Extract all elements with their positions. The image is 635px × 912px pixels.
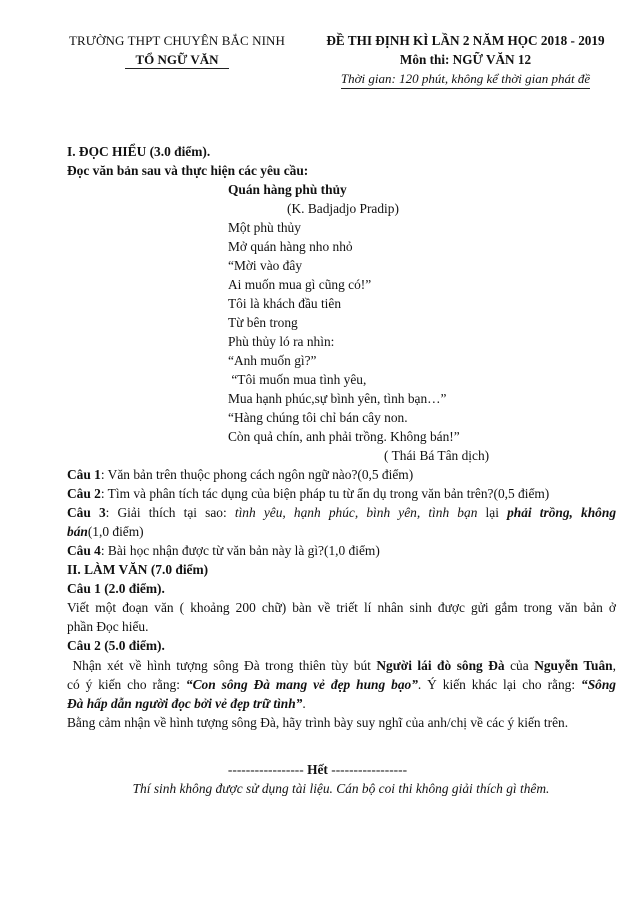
question-text: : Bài học nhận được từ văn bản này là gì?(1,0 điểm) (100, 543, 380, 558)
end-dashes: ----------------- (327, 762, 408, 777)
section1-instruction: Đọc văn bản sau và thực hiện các yêu cầu: (67, 163, 309, 178)
section2-c1-text: Viết một đoạn văn ( khoảng 200 chữ) bàn về triết lí nhân sinh được gửi gắm trong văn bản ở (67, 600, 616, 615)
exam-subject: Môn thi: NGỮ VĂN 12 (399, 52, 532, 67)
question-text: : Giải thích tại sao: (105, 505, 235, 520)
question-3-line2 (67, 522, 144, 541)
question-text: : Tìm và phân tích tác dụng của biện pháp tu từ ẩn dụ trong văn bản trên?(0,5 điểm) (100, 486, 550, 501)
poem-line: Ai muốn mua gì cũng có!” (228, 277, 372, 292)
poem-translator: ( Thái Bá Tân dịch) (384, 448, 490, 463)
quote-opinion-1: “Con sông Đà mang vẻ đẹp hung bạo” (185, 677, 418, 692)
question-3-line1 (67, 503, 616, 522)
work-title: Người lái đò sông Đà (376, 658, 505, 673)
school-name: TRƯỜNG THPT CHUYÊN BẮC NINH (69, 33, 285, 48)
section1-title: I. ĐỌC HIỂU (3.0 điểm). (67, 144, 211, 159)
section2-c2-line4: Bằng cảm nhận về hình tượng sông Đà, hãy trình bày suy nghĩ của anh/chị về các ý kiến trên. (67, 715, 569, 730)
poem-line: “Mời vào đây (228, 258, 303, 273)
quote-opinion-2: Đà hấp dẫn người đọc bởi vẻ đẹp trữ tình” (67, 696, 303, 711)
section2-c2-title: Câu 2 (5.0 điểm). (67, 638, 165, 653)
poem-line: Mở quán hàng nho nhỏ (228, 239, 353, 254)
poem-line: Còn quả chín, anh phải trồng. Không bán!” (228, 429, 460, 444)
paragraph-text: Nhận xét về hình tượng sông Đà trong thiên tùy bút (67, 658, 377, 673)
question-italic-text: tình yêu, hạnh phúc, bình yên, tình bạn (234, 505, 478, 520)
footer-note: Thí sinh không được sử dụng tài liệu. Cán bộ coi thi không giải thích gì thêm. (132, 781, 550, 796)
author-name: Nguyễn Tuân (534, 658, 613, 673)
question-label: Câu 3 (67, 505, 106, 520)
exam-time: Thời gian: 120 phút, không kể thời gian phát đề (341, 70, 590, 89)
poem-line: Phù thủy ló ra nhìn: (228, 334, 335, 349)
paragraph-text: . Ý kiến khác lại cho rằng: (417, 677, 582, 692)
section2-title: II. LÀM VĂN (7.0 điểm) (67, 562, 209, 577)
question-emphasis: phải trồng, không (507, 505, 617, 520)
department-name: TỔ NGỮ VĂN (125, 51, 228, 69)
poem-line: Mua hạnh phúc,sự bình yên, tình bạn…” (228, 391, 447, 406)
paragraph-text: của (504, 658, 535, 673)
poem-line: Một phù thủy (228, 220, 301, 235)
question-label: Câu 4 (67, 543, 101, 558)
end-word: Hết (307, 762, 328, 777)
poem-line: Tôi là khách đầu tiên (228, 296, 342, 311)
header-right (308, 31, 623, 89)
poem-line: “Tôi muốn mua tình yêu, (228, 372, 367, 387)
question-label: Câu 1 (67, 467, 101, 482)
poem-line: “Hàng chúng tôi chỉ bán cây non. (228, 410, 408, 425)
section2-c2-line1 (67, 656, 616, 675)
question-2 (67, 484, 549, 503)
paragraph-text: , (612, 658, 616, 673)
question-emphasis: bán (67, 524, 88, 539)
poem-title: Quán hàng phù thủy (228, 182, 347, 197)
paragraph-text: có ý kiến cho rằng: (67, 677, 186, 692)
section2-c1-text: phần Đọc hiểu. (67, 619, 149, 634)
quote-opinion-2: “Sông (581, 677, 616, 692)
section2-c1-title: Câu 1 (2.0 điểm). (67, 581, 165, 596)
paragraph-text: . (302, 696, 306, 711)
end-marker (0, 760, 635, 779)
question-4 (67, 541, 380, 560)
exam-title: ĐỀ THI ĐỊNH KÌ LẦN 2 NĂM HỌC 2018 - 2019 (326, 33, 605, 48)
section2-c2-line3 (67, 694, 306, 713)
poem-line: “Anh muốn gì?” (228, 353, 317, 368)
question-text: (1,0 điểm) (87, 524, 144, 539)
poem-author: (K. Badjadjo Pradip) (287, 201, 399, 216)
question-label: Câu 2 (67, 486, 101, 501)
question-text: lại (477, 505, 508, 520)
question-1 (67, 465, 413, 484)
section2-c2-line2 (67, 675, 616, 694)
poem-line: Từ bên trong (228, 315, 298, 330)
end-dashes: ----------------- (227, 762, 308, 777)
header-left (56, 31, 298, 69)
question-text: : Văn bản trên thuộc phong cách ngôn ngữ nào?(0,5 điểm) (100, 467, 414, 482)
